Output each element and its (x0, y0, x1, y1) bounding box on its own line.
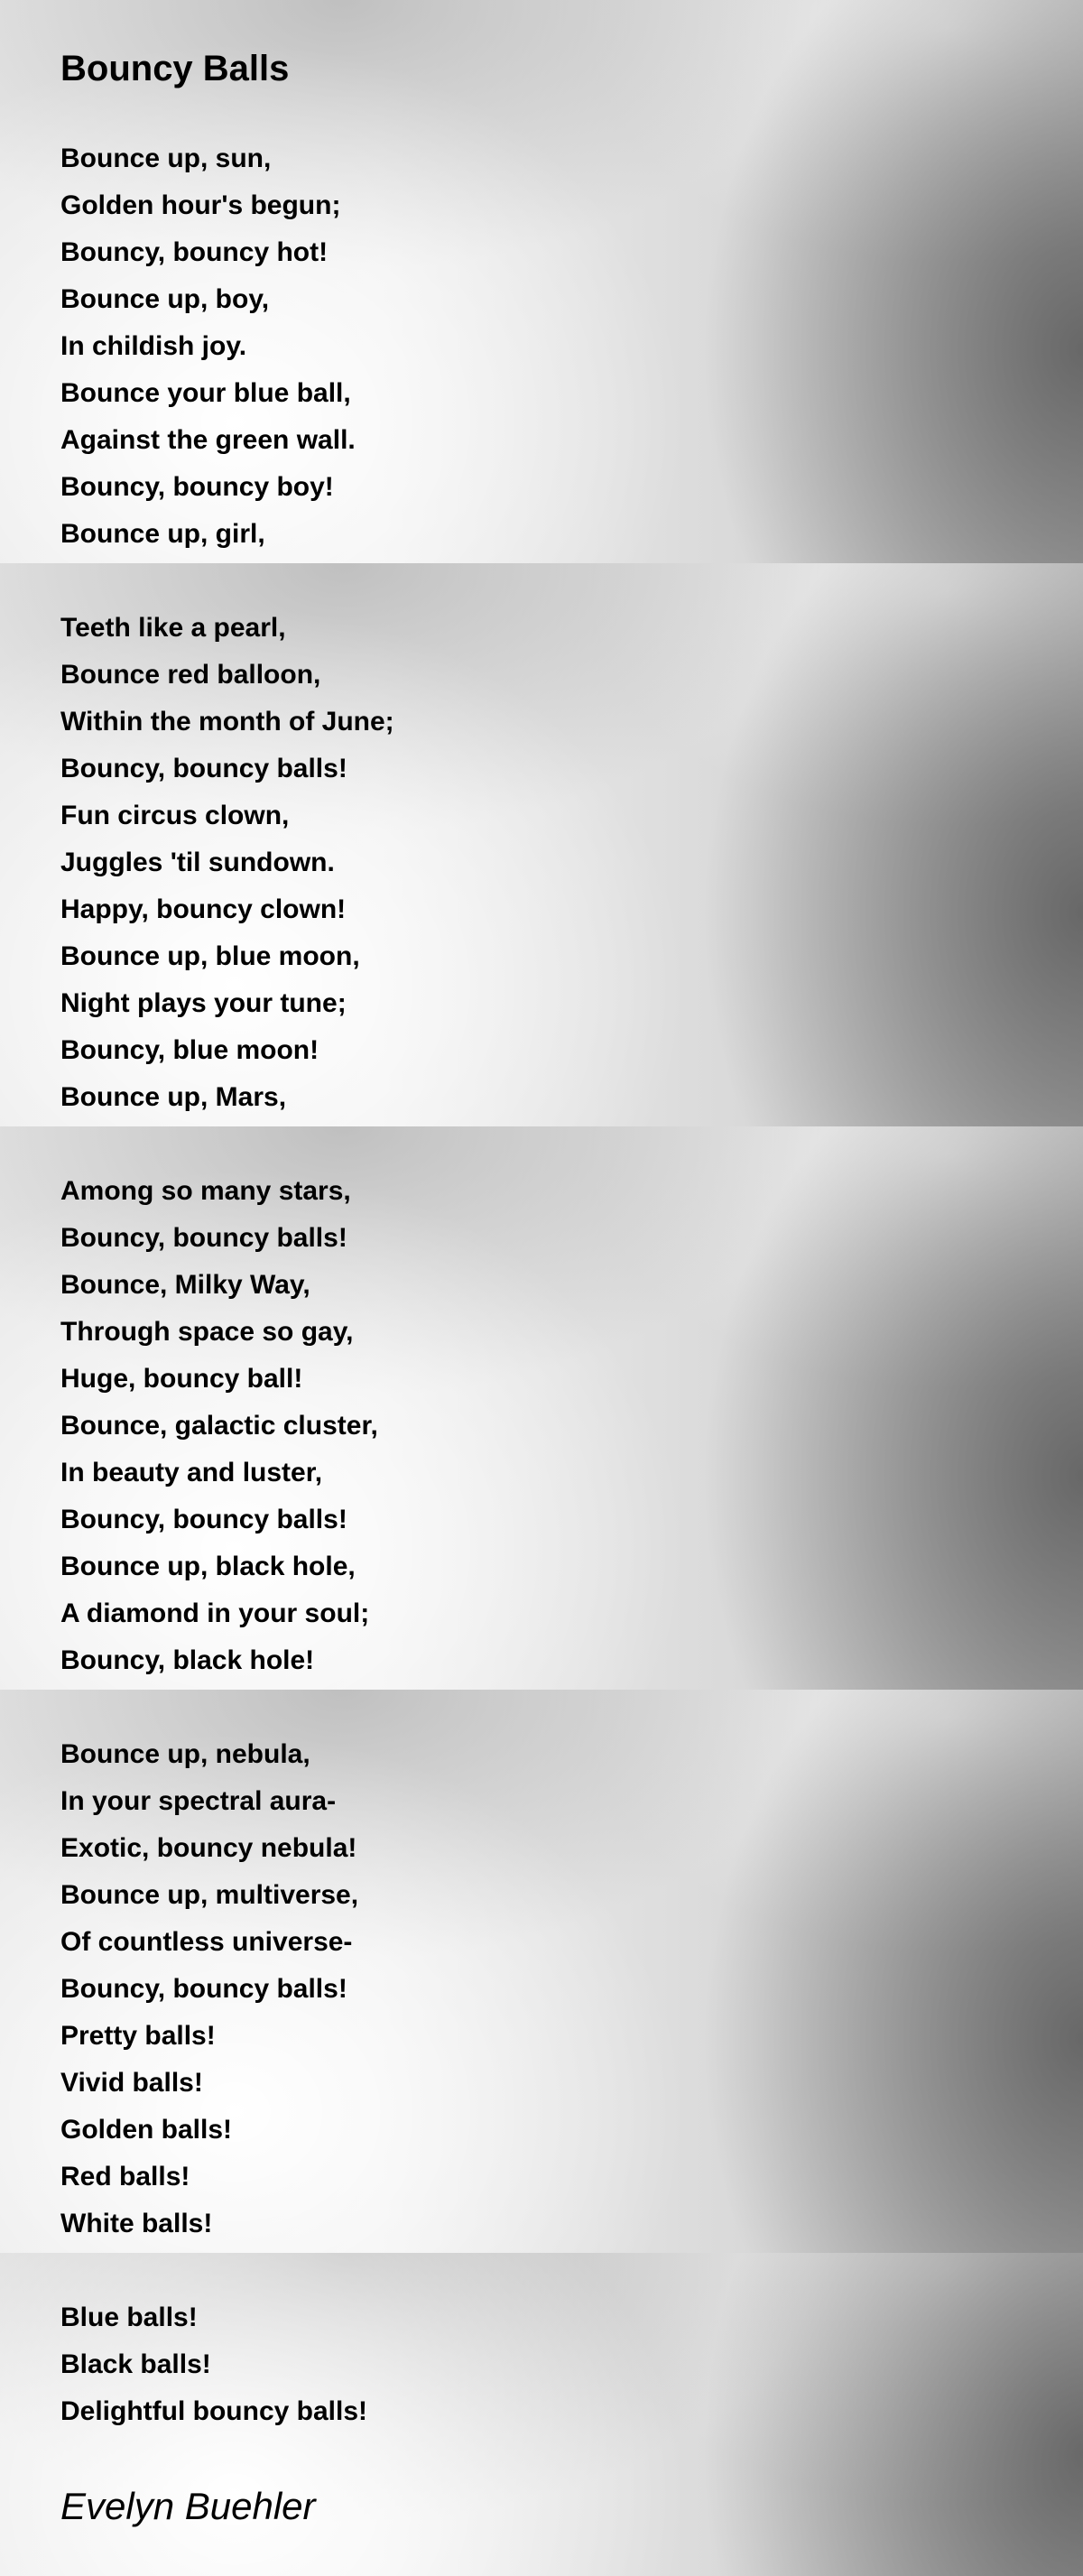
poem-line: Golden hour's begun; (60, 190, 341, 220)
poem-line: Through space so gay, (60, 1317, 354, 1347)
poem-line: Bouncy, blue moon! (60, 1035, 319, 1065)
poem-line: Vivid balls! (60, 2068, 203, 2098)
poem-line: Fun circus clown, (60, 801, 290, 830)
poem-title: Bouncy Balls (60, 49, 290, 88)
poem-line: Bouncy, black hole! (60, 1645, 315, 1675)
poem-line: Bounce up, black hole, (60, 1552, 356, 1581)
poem-line: Bounce red balloon, (60, 660, 321, 690)
poem-line: Of countless universe- (60, 1927, 353, 1957)
poem-line: In childish joy. (60, 331, 247, 361)
poem-line: Bounce up, multiverse, (60, 1880, 359, 1910)
poem-line: Teeth like a pearl, (60, 613, 286, 643)
poem-line: Bounce, Milky Way, (60, 1270, 310, 1300)
poem-line: Bounce up, nebula, (60, 1739, 310, 1769)
poem-line: Pretty balls! (60, 2021, 216, 2051)
poem-line: Bounce up, sun, (60, 144, 272, 173)
poem-line: Huge, bouncy ball! (60, 1364, 303, 1394)
poem-line: White balls! (60, 2209, 213, 2238)
poem-line: Bounce up, blue moon, (60, 941, 360, 971)
poem-line: Bouncy, bouncy balls! (60, 1974, 347, 2004)
poem-line: Black balls! (60, 2349, 211, 2379)
poem-line: Red balls! (60, 2162, 190, 2191)
poem-line: Juggles 'til sundown. (60, 848, 335, 877)
poem-line: Bouncy, bouncy balls! (60, 754, 347, 783)
poem-line: In beauty and luster, (60, 1458, 323, 1487)
poem-stanza (60, 1731, 358, 2247)
poem-line: Golden balls! (60, 2115, 233, 2145)
poem-line: Bounce up, girl, (60, 519, 265, 549)
poem-panel (0, 1126, 1083, 1690)
poem-stanza (60, 1168, 378, 1684)
poem-line: Exotic, bouncy nebula! (60, 1833, 357, 1863)
poem-line: Bounce, galactic cluster, (60, 1411, 378, 1441)
poem-line: Against the green wall. (60, 425, 356, 455)
poem-author: Evelyn Buehler (60, 2485, 316, 2527)
poem-stanza (60, 135, 356, 558)
poem-line: Bouncy, bouncy hot! (60, 237, 329, 267)
poem-stanza (60, 2294, 367, 2435)
poem-panel (0, 0, 1083, 563)
poem-line: Among so many stars, (60, 1176, 351, 1206)
poem-panel (0, 563, 1083, 1126)
poem-line: Blue balls! (60, 2303, 198, 2332)
poem-line: Within the month of June; (60, 707, 394, 737)
poem-line: Bounce your blue ball, (60, 378, 351, 408)
poem-panel (0, 1690, 1083, 2253)
poem-line: Bouncy, bouncy balls! (60, 1505, 347, 1534)
poem-line: Bounce up, boy, (60, 284, 270, 314)
poem-line: Bounce up, Mars, (60, 1082, 287, 1112)
poem-line: Happy, bouncy clown! (60, 894, 347, 924)
poem-line: Bouncy, bouncy boy! (60, 472, 334, 502)
poem-line: In your spectral aura- (60, 1786, 337, 1816)
poem-line: Bouncy, bouncy balls! (60, 1223, 347, 1253)
poem-line: Night plays your tune; (60, 988, 347, 1018)
poem-line: A diamond in your soul; (60, 1598, 370, 1628)
poem-stanza (60, 605, 394, 1121)
poem-line: Delightful bouncy balls! (60, 2396, 368, 2426)
poem-panel (0, 2253, 1083, 2576)
